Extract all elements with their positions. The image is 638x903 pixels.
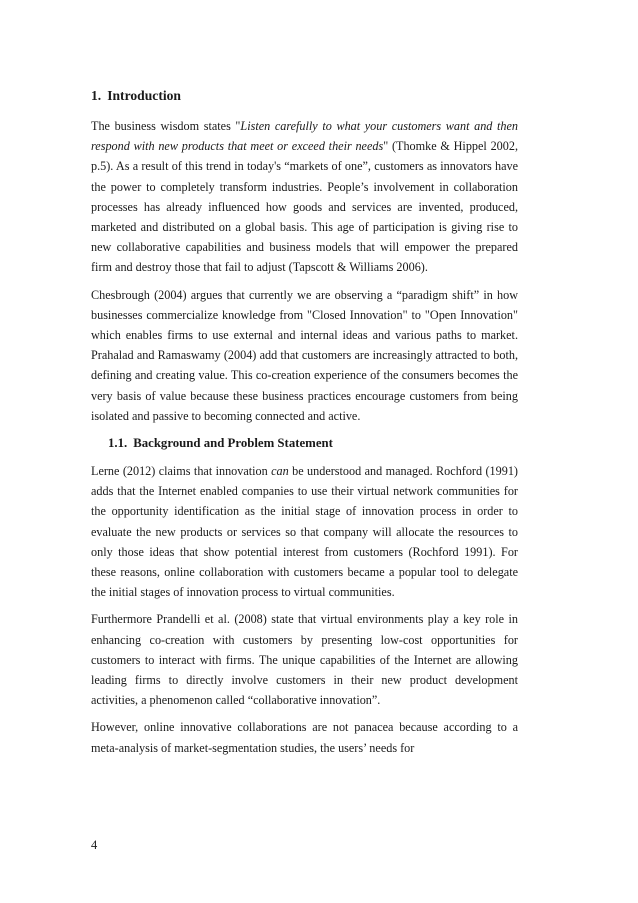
italic-word: can [271, 464, 289, 479]
paragraph-text: The business wisdom states " [91, 119, 241, 133]
section-number: 1. [91, 88, 102, 103]
paragraph-text: be understood and managed. Rochford (1991) adds that the Internet enabled companies to use their virtual network communities for the opportunity identification as the initial stage of innovation process in order to evaluate the new products or services so that company will allocate the resources to only those ideas that show potential interest from customers (Rochford 1991). For these reasons, online collaboration with customers became a popular tool to delegate the initial stages of innovation process to virtual communities. [91, 464, 518, 600]
paragraph-text: " (Thomke & Hippel 2002, p.5). As a result of this trend in today's “markets of one”, customers as innovators have the power to completely transform industries. People’s involvement in collaboration processes has already influenced how goods and services are invented, produced, marketed and distributed on a global basis. This age of participation is giving rise to new collaborative capabilities and business models that will empower the prepared firm and destroy those that fail to adjust (Tapscott & Williams 2006). [91, 139, 518, 275]
paragraph-intro [91, 116, 518, 278]
paragraph-prandelli: Furthermore Prandelli et al. (2008) state that virtual environments play a key role in enhancing co-creation with customers by presenting low-cost opportunities for customers to interact with firms. The unique capabilities of the Internet are allowing leading firms to directly involve customers in their new product development activities, a phenomenon called “collaborative innovation”. [91, 612, 518, 708]
paragraph-however: However, online innovative collaborations are not panacea because according to a meta-analysis of market-segmentation studies, the users’ needs for [91, 720, 518, 755]
subsection-title: Background and Problem Statement [133, 436, 333, 451]
section-title: Introduction [107, 88, 181, 103]
paragraph-text: Lerne (2012) claims that innovation [91, 464, 272, 479]
page-number: 4 [91, 838, 98, 852]
italic-quote: Listen carefully to what your customers want and then respond with new products that meet or exceed their needs [91, 119, 519, 154]
subsection-number: 1.1. [108, 436, 128, 451]
paragraph-lerne [91, 461, 518, 602]
document-page [91, 86, 518, 765]
subsection-heading [91, 433, 518, 453]
section-heading [91, 86, 518, 106]
paragraph-chesbrough: Chesbrough (2004) argues that currently we are observing a “paradigm shift” in how businesses commercialize knowledge from "Closed Innovation" to "Open Innovation" which enables firms to use external and internal ideas and various paths to market. Prahalad and Ramaswamy (2004) add that customers are increasingly attracted to both, defining and creating value. This co-creation experience of the consumers becomes the very basis of value because these business practices encourage customers from being isolated and passive to becoming connected and active. [91, 287, 518, 423]
